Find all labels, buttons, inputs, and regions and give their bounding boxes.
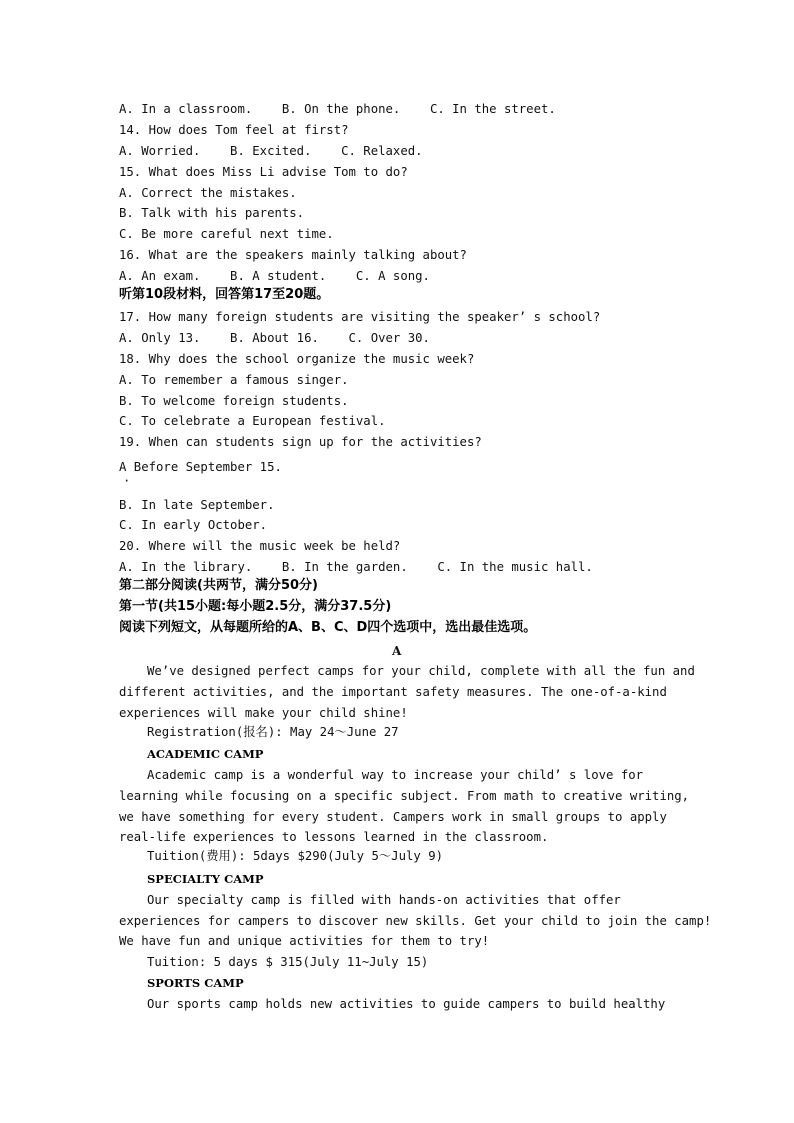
reading-section-title: 第一节(共15小题:每小题2.5分，满分37.5分) <box>119 599 392 614</box>
q14-question: 14. How does Tom feel at first? <box>119 123 349 137</box>
intro-line-1: We’ve designed perfect camps for your child, complete with all the fun and <box>147 664 695 678</box>
q15-question: 15. What does Miss Li advise Tom to do? <box>119 165 408 179</box>
specialty-camp-heading: SPECIALTY CAMP <box>147 872 264 886</box>
academic-line-1: Academic camp is a wonderful way to increase your child’ s love for <box>147 768 644 782</box>
specialty-line-1: Our specialty camp is filled with hands-on activities that offer <box>147 893 621 907</box>
q19-option-b: B. In late September. <box>119 498 275 512</box>
sports-camp-heading: SPORTS CAMP <box>147 976 244 990</box>
q16-options: A. An exam. B. A student. C. A song. <box>119 269 430 283</box>
intro-line-3: experiences will make your child shine! <box>119 706 408 720</box>
q20-question: 20. Where will the music week be held? <box>119 539 401 553</box>
q19-option-c: C. In early October. <box>119 518 268 532</box>
q15-option-b: B. Talk with his parents. <box>119 206 305 220</box>
q14-options: A. Worried. B. Excited. C. Relaxed. <box>119 144 423 158</box>
intro-line-2: different activities, and the important safety measures. The one-of-a-kind <box>119 685 667 699</box>
academic-tuition: Tuition(费用): 5days $290(July 5～July 9) <box>147 849 444 863</box>
q19-option-a: A Before September 15. <box>119 460 282 474</box>
academic-camp-heading: ACADEMIC CAMP <box>147 747 264 761</box>
passage-label: A <box>392 644 402 658</box>
specialty-line-3: We have fun and unique activities for them to try! <box>119 934 490 948</box>
q16-question: 16. What are the speakers mainly talking about? <box>119 248 467 262</box>
q15-option-a: A. Correct the mistakes. <box>119 186 297 200</box>
specialty-line-2: experiences for campers to discover new skills. Get your child to join the camp! <box>119 914 712 928</box>
reading-instruction: 阅读下列短文，从每题所给的A、B、C、D四个选项中，选出最佳选项。 <box>119 620 537 635</box>
q18-question: 18. Why does the school organize the music week? <box>119 352 475 366</box>
specialty-tuition: Tuition: 5 days $ 315(July 11~July 15) <box>147 955 429 969</box>
q18-option-c: C. To celebrate a European festival. <box>119 414 386 428</box>
q17-question: 17. How many foreign students are visiting the speaker’ s school? <box>119 310 601 324</box>
q19-option-a-dot: · <box>123 474 131 488</box>
registration-line: Registration(报名): May 24～June 27 <box>147 725 399 739</box>
q15-option-c: C. Be more careful next time. <box>119 227 334 241</box>
q13-options: A. In a classroom. B. On the phone. C. In the street. <box>119 102 556 116</box>
q20-options: A. In the library. B. In the garden. C. In the music hall. <box>119 560 593 574</box>
q19-question: 19. When can students sign up for the activities? <box>119 435 482 449</box>
q17-options: A. Only 13. B. About 16. C. Over 30. <box>119 331 430 345</box>
academic-line-4: real-life experiences to lessons learned in the classroom. <box>119 830 549 844</box>
sports-line-1: Our sports camp holds new activities to guide campers to build healthy <box>147 997 666 1011</box>
reading-part-title: 第二部分阅读(共两节，满分50分) <box>119 578 318 593</box>
section-10-instruction: 听第10段材料，回答第17至20题。 <box>119 287 330 302</box>
q18-option-a: A. To remember a famous singer. <box>119 373 349 387</box>
academic-line-2: learning while focusing on a specific subject. From math to creative writing, <box>119 789 690 803</box>
q18-option-b: B. To welcome foreign students. <box>119 394 349 408</box>
academic-line-3: we have something for every student. Campers work in small groups to apply <box>119 810 667 824</box>
